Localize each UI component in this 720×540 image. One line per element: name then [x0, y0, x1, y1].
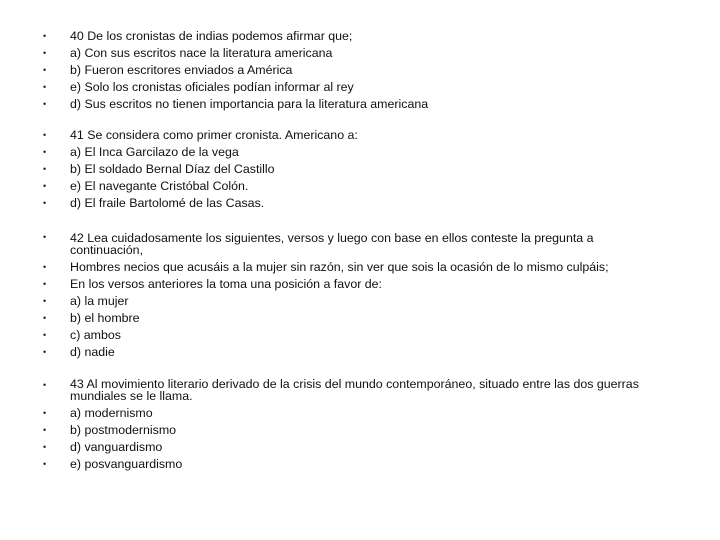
- bullet-icon: •: [43, 296, 47, 306]
- option-d: • d) Sus escritos no tienen importancia para la literatura americana: [43, 97, 429, 111]
- bullet-icon: •: [43, 425, 47, 435]
- bullet-icon: •: [43, 232, 47, 242]
- option-d: • d) El fraile Bartolomé de las Casas.: [43, 196, 265, 210]
- bullet-icon: •: [43, 164, 47, 174]
- option-c: • c) ambos: [43, 328, 121, 342]
- option-b: • b) Fueron escritores enviados a América: [43, 63, 293, 77]
- option-d: • d) nadie: [43, 345, 115, 359]
- bullet-icon: •: [43, 99, 47, 109]
- question-43: [0, 378, 720, 473]
- bullet-icon: •: [43, 408, 47, 418]
- bullet-icon: •: [43, 279, 47, 289]
- question-40-stem: • 40 De los cronistas de indias podemos afirmar que;: [43, 29, 353, 43]
- question-41-stem: • 41 Se considera como primer cronista. Americano a:: [43, 128, 358, 142]
- option-b: • b) El soldado Bernal Díaz del Castillo: [43, 162, 275, 176]
- question-43-stem: • 43 Al movimiento literario derivado de la crisis del mundo contemporáneo, situado entre las dos guerras mundiales se le llama.: [43, 377, 639, 403]
- bullet-icon: •: [43, 347, 47, 357]
- bullet-icon: •: [43, 442, 47, 452]
- question-41: [0, 127, 720, 212]
- bullet-icon: •: [43, 130, 47, 140]
- bullet-icon: •: [43, 31, 47, 41]
- bullet-icon: •: [43, 262, 47, 272]
- bullet-icon: •: [43, 459, 47, 469]
- bullet-icon: •: [43, 380, 47, 390]
- bullet-icon: •: [43, 65, 47, 75]
- bullet-icon: •: [43, 82, 47, 92]
- option-a: • a) la mujer: [43, 294, 129, 308]
- option-e: • e) Solo los cronistas oficiales podían informar al rey: [43, 80, 354, 94]
- question-40: [0, 28, 720, 113]
- bullet-icon: •: [43, 313, 47, 323]
- bullet-icon: •: [43, 147, 47, 157]
- option-a: • a) modernismo: [43, 406, 153, 420]
- option-d: • d) vanguardismo: [43, 440, 163, 454]
- question-42-prompt: • En los versos anteriores la toma una posición a favor de:: [43, 277, 382, 291]
- option-a: • a) Con sus escritos nace la literatura americana: [43, 46, 333, 60]
- bullet-icon: •: [43, 198, 47, 208]
- option-b: • b) postmodernismo: [43, 423, 177, 437]
- poem-verse: • Hombres necios que acusáis a la mujer sin razón, sin ver que sois la ocasión de lo mismo culpáis;: [43, 260, 609, 274]
- question-42: [0, 230, 720, 361]
- option-b: • b) el hombre: [43, 311, 140, 325]
- option-e: • e) El navegante Cristóbal Colón.: [43, 179, 249, 193]
- bullet-icon: •: [43, 181, 47, 191]
- question-42-stem: • 42 Lea cuidadosamente los siguientes, versos y luego con base en ellos conteste la pregunta a continuación,: [43, 231, 594, 257]
- bullet-icon: •: [43, 48, 47, 58]
- option-a: • a) El Inca Garcilazo de la vega: [43, 145, 239, 159]
- bullet-icon: •: [43, 330, 47, 340]
- option-e: • e) posvanguardismo: [43, 457, 183, 471]
